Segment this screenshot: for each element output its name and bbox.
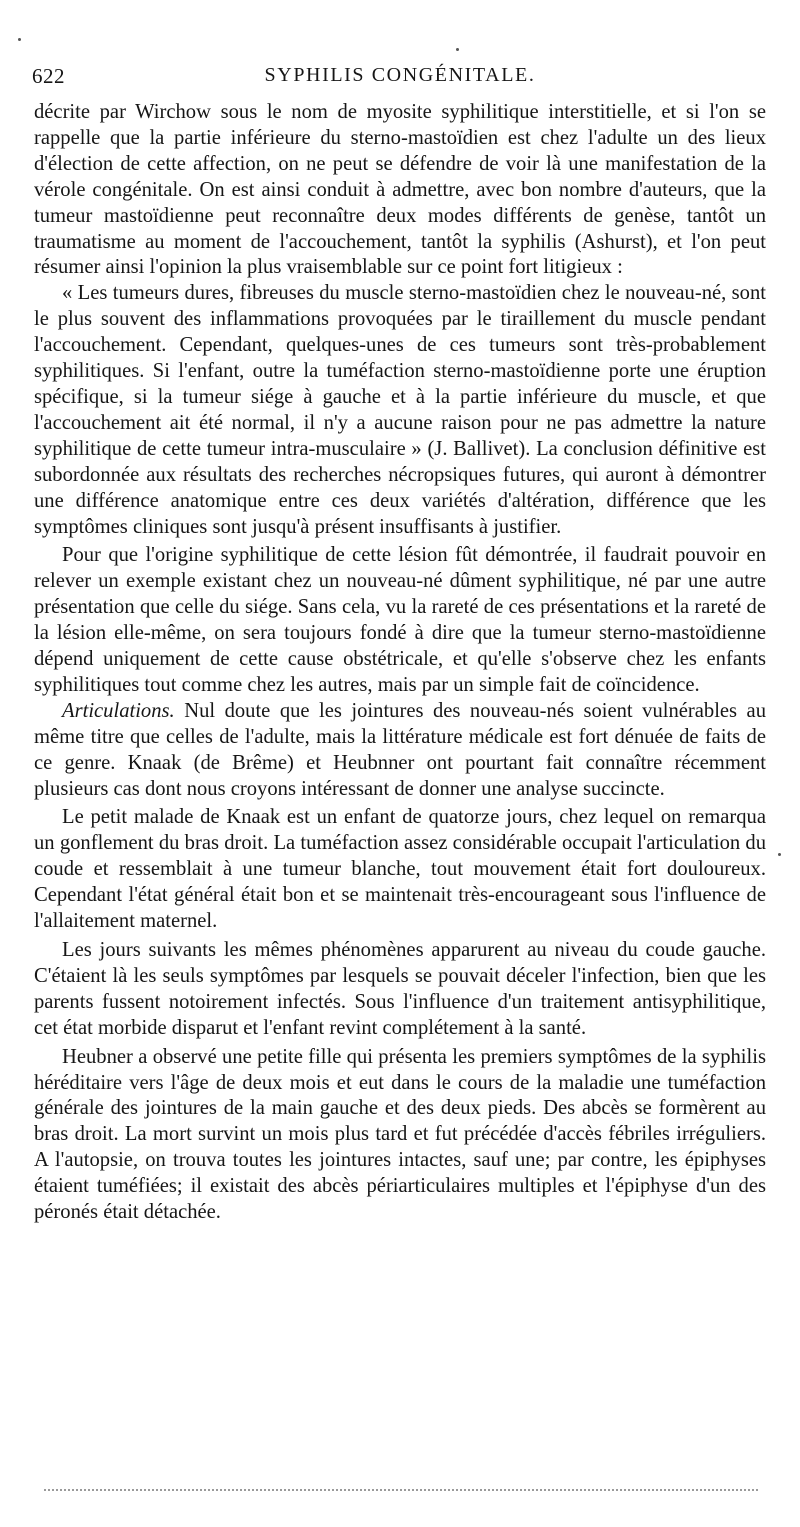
scan-speck (778, 853, 781, 856)
body-text (34, 100, 766, 1226)
paragraph-quotation: « Les tumeurs dures, fibreuses du muscle sterno-mastoïdien chez le nouveau-né, sont le plus souvent des inflammations provoquées par le tiraillement du muscle pendant l'accouchement. Cependant, quelques-unes de ces tumeurs sont très-probablement syphilitiques. Si l'enfant, outre la tuméfaction sterno-mastoïdienne porte une éruption spécifique, si la tumeur siége à gauche et à la partie inférieure du muscle, et que l'accouchement ait été normal, il n'y a aucune raison pour ne pas admettre la nature syphilitique de cette tumeur intra-musculaire » (J. Ballivet). La conclusion définitive est subordonnée aux résultats des recherches nécropsiques futures, qui auront à démontrer une différence anatomique entre ces deux variétés d'altération, différence que les symptômes cliniques sont jusqu'à présent insuffisants à justifier. (34, 282, 766, 538)
paragraph-origine: Pour que l'origine syphilitique de cette lésion fût démontrée, il faudrait pouvoir en relever un exemple existant chez un nouveau-né dûment syphilitique, né par une autre présentation que celle du siége. Sans cela, vu la rareté de ces présentations et la rareté de la lésion elle-même, on sera toujours fondé à dire que la tumeur sterno-mastoïdienne dépend uniquement de cette cause obstétricale, et qu'elle s'observe chez les enfants syphilitiques tout comme chez les autres, mais par un simple fait de coïncidence. (34, 544, 766, 696)
paragraph-articulations (34, 699, 766, 803)
page-number: 622 (32, 64, 65, 88)
scan-speck (18, 38, 21, 41)
paragraph-jours-suivants: Les jours suivants les mêmes phénomènes apparurent au niveau du coude gauche. C'étaient là les seuls symptômes par lesquels se pouvait déceler l'infection, bien que les parents fussent notoirement infectés. Sous l'influence d'un traitement antisyphilitique, cet état morbide disparut et l'enfant revint complétement à la santé. (34, 939, 766, 1039)
footer-bleed-through-rule (44, 1489, 758, 1491)
paragraph-myosite: décrite par Wirchow sous le nom de myosite syphilitique interstitielle, et si l'on se rappelle que la partie inférieure du sterno-mastoïdien est chez l'adulte un des lieux d'élection de cette affection, on ne peut se défendre de voir là une manifestation de la vérole congénitale. On est ainsi conduit à admettre, avec bon nombre d'auteurs, que la tumeur mastoïdienne peut reconnaître deux modes différents de genèse, tantôt un traumatisme au moment de l'accouchement, tantôt la syphilis (Ashurst), et l'on peut résumer ainsi l'opinion la plus vraisemblable sur ce point fort litigieux : (34, 101, 766, 279)
running-title: SYPHILIS CONGÉNITALE. (264, 64, 536, 86)
paragraph-knaak: Le petit malade de Knaak est un enfant de quatorze jours, chez lequel on remarqua un gonflement du bras droit. La tuméfaction assez considérable occupait l'articulation du coude et ressemblait à une tumeur blanche, tout mouvement était fort douloureux. Cependant l'état général était bon et se maintenait très-encourageant sous l'influence de l'allaitement maternel. (34, 806, 766, 933)
paragraph-heubner: Heubner a observé une petite fille qui présenta les premiers symptômes de la syphilis héréditaire vers l'âge de deux mois et eut dans le cours de la maladie une tuméfaction générale des jointures de la main gauche et des deux pieds. Des abcès se formèrent au bras droit. La mort survint un mois plus tard et fut précédée d'accès fébriles irréguliers. A l'autopsie, on trouva toutes les jointures intactes, sauf une; par contre, les épiphyses étaient tuméfiées; il existait des abcès périarticulaires multiples et l'épiphyse d'un des péronés était détachée. (34, 1045, 766, 1224)
scan-speck (456, 48, 459, 51)
section-heading-articulations: Articulations. (62, 699, 175, 722)
running-head (32, 64, 768, 94)
paragraph-articulations-text: Nul doute que les jointures des nouveau-nés soient vulnérables au même titre que celles de l'adulte, mais la littérature médicale est fort dénuée de faits de ce genre. Knaak (de Brême) et Heubnner ont pourtant fait connaître récemment plusieurs cas dont nous croyons intéressant de donner une analyse succincte. (34, 699, 766, 800)
